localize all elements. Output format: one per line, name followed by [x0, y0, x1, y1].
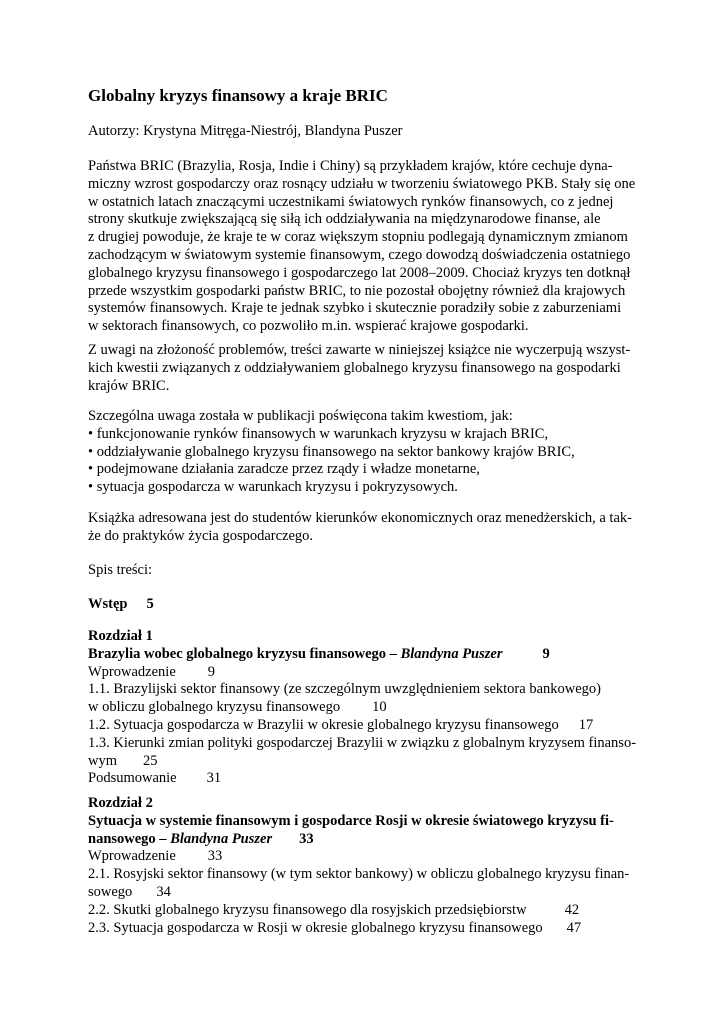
- bullet-item: • oddziaływanie globalnego kryzysu finansowego na sektor bankowy krajów BRIC,: [88, 443, 575, 460]
- toc-entry: 1.3. Kierunki zmian polityki gospodarczej Brazylii w związku z globalnym kryzysem finanso-: [88, 734, 637, 751]
- text-line: Książka adresowana jest do studentów kierunków ekonomicznych oraz menedżerskich, a tak-: [88, 510, 632, 526]
- toc-entry: Podsumowanie 31: [88, 770, 222, 787]
- toc-entry: w obliczu globalnego kryzysu finansowego 10: [88, 699, 387, 716]
- toc-entry: 2.2. Skutki globalnego kryzysu finansowego dla rosyjskich przedsiębiorstw 42: [88, 901, 580, 918]
- toc-intro-label: Wstęp: [88, 596, 128, 612]
- chapter-1-page: 9: [542, 645, 550, 662]
- paragraph-2: [88, 342, 630, 395]
- text-line: systemów finansowych. Kraje te jednak szybko i skutecznie poradziły sobie z zaburzeniami: [88, 300, 622, 317]
- toc-entry: Wprowadzenie 9: [88, 663, 216, 680]
- text-line: globalnego kryzysu finansowego i gospodarczego lat 2008–2009. Chociaż kryzys ten dotknął: [88, 264, 631, 281]
- chapter-2-title-line-2: nansowego –: [88, 830, 171, 847]
- text-line: przede wszystkim gospodarki państw BRIC, to nie pozostał obojętny również dla krajowych: [88, 282, 626, 299]
- text-line: w sektorach finansowych, co pozwoliło m.in. wspierać krajowe gospodarki.: [88, 318, 529, 335]
- text-line: w ostatnich latach znaczącymi uczestnikami światowych rynków finansowych, co z jednej: [88, 193, 614, 210]
- text-line: Państwa BRIC (Brazylia, Rosja, Indie i Chiny) są przykładem krajów, które cechuje dyna-: [88, 158, 613, 174]
- paragraph-4: [88, 510, 632, 546]
- bullet-item: • funkcjonowanie rynków finansowych w warunkach kryzysu w krajach BRIC,: [88, 425, 549, 442]
- toc-entry: 1.2. Sytuacja gospodarcza w Brazylii w okresie globalnego kryzysu finansowego 17: [88, 716, 594, 733]
- chapter-1-title: Brazylia wobec globalnego kryzysu finansowego –: [88, 645, 401, 662]
- text-line: zachodzącym w światowym systemie finansowym, czego dowodzą doświadczenia ostatniego: [88, 246, 631, 263]
- toc-intro-page: 5: [146, 596, 154, 612]
- bullet-item: • sytuacja gospodarcza w warunkach kryzysu i pokryzysowych.: [88, 479, 458, 496]
- bullet-item: • podejmowane działania zaradcze przez rządy i władze monetarne,: [88, 461, 480, 478]
- toc-entry: Wprowadzenie 33: [88, 848, 223, 865]
- chapter-2-heading: Rozdział 2: [88, 795, 153, 811]
- chapter-1-author: Blandyna Puszer: [400, 645, 503, 662]
- toc-entry: wym 25: [88, 752, 158, 769]
- toc-intro-entry: [88, 596, 154, 614]
- text-line: miczny wzrost gospodarczy oraz rosnący udziału w tworzeniu światowego PKB. Stały się one: [88, 175, 636, 192]
- text-line: kich kwestii związanych z oddziaływaniem globalnego kryzysu finansowego na gospodarki: [88, 359, 621, 376]
- toc-entry: 2.3. Sytuacja gospodarcza w Rosji w okresie globalnego kryzysu finansowego 47: [88, 919, 582, 936]
- paragraph-1: [88, 158, 635, 336]
- text-line: Z uwagi na złożoność problemów, treści zawarte w niniejszej książce nie wyczerpują wszyst-: [88, 342, 631, 358]
- toc-chapter-1: [88, 628, 636, 788]
- text-line: Szczególna uwaga została w publikacji poświęcona takim kwestiom, jak:: [88, 408, 513, 424]
- toc-entry: 1.1. Brazylijski sektor finansowy (ze szczególnym uwzględnieniem sektora bankowego): [88, 681, 601, 698]
- toc-label: Spis treści:: [88, 562, 153, 578]
- document-title: Globalny kryzys finansowy a kraje BRIC: [88, 86, 388, 105]
- toc-entry: 2.1. Rosyjski sektor finansowy (w tym sektor bankowy) w obliczu globalnego kryzysu finan-: [88, 866, 630, 883]
- paragraph-3: [88, 408, 575, 497]
- chapter-2-page: 33: [299, 830, 314, 847]
- text-line: strony skutkuje zwiększającą się siłą ich oddziaływania na międzynarodowe finanse, ale: [88, 211, 601, 228]
- chapter-2-author: Blandyna Puszer: [170, 830, 273, 847]
- text-line: z drugiej powoduje, że kraje te w coraz większym stopniu podlegają dynamicznym zmianom: [88, 229, 628, 246]
- toc-entry: sowego 34: [88, 883, 171, 900]
- chapter-1-heading: Rozdział 1: [88, 628, 153, 644]
- authors-line: Autorzy: Krystyna Mitręga-Niestrój, Blandyna Puszer: [88, 123, 403, 139]
- text-line: że do praktyków życia gospodarczego.: [88, 527, 314, 544]
- toc-chapter-2: [88, 795, 629, 937]
- text-line: krajów BRIC.: [88, 377, 170, 394]
- chapter-2-title-line-1: Sytuacja w systemie finansowym i gospodarce Rosji w okresie światowego kryzysu fi-: [88, 812, 614, 829]
